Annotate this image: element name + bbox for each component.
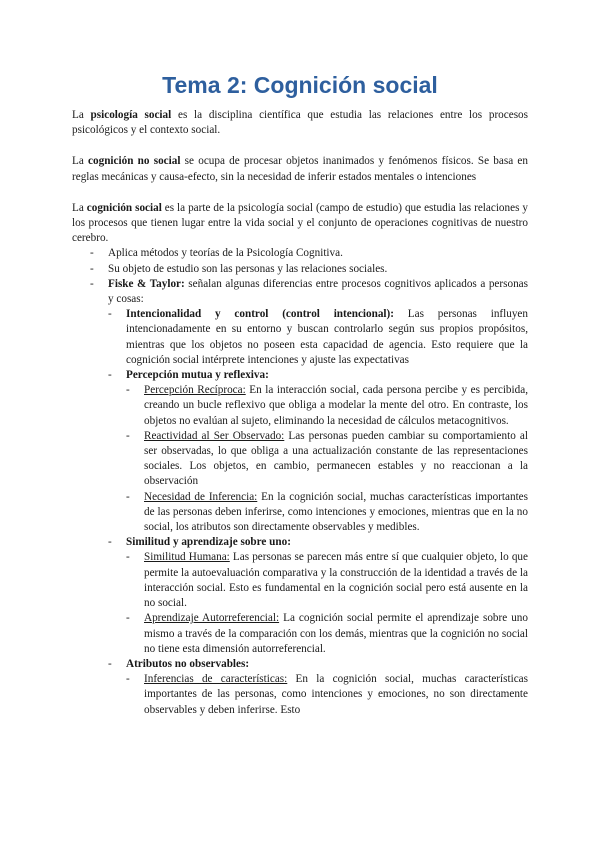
list-item-percepcion-mutua: - Percepción mutua y reflexiva: - Percepción Recíproca: En la interacción social, cada persona percibe y es percibida, creando un bucle reflexivo que obliga a modelar la mente del otro. En contraste, los objetos no evalúan al sujeto, eliminando la necesidad de cálculos metacognitivos. - Reactividad al Ser Observado: Las personas pueden cambiar su comportamiento al ser observadas, lo que obliga a una actualización constante de las representaciones sociales. Los objetos, en cambio, permanecen estables y no reaccionan a la observación - Necesidad de Inferencia: En la cognición social, muchas características importantes de las personas deben inferirse, como intenciones y emociones, mientras que en la no social, los atributos son directamente observables y medibles. bbox=[108, 368, 528, 535]
paragraph-psicologia-social: La psicología social es la disciplina científica que estudia las relaciones entre los procesos psicológicos y el contexto social. bbox=[72, 109, 528, 137]
list-item-fiske-taylor: - Fiske & Taylor: señalan algunas diferencias entre procesos cognitivos aplicados a personas y cosas: - Intencionalidad y control (control intencional): Las personas influyen intencionadamente en su entorno y buscan controlarlo según sus propios propósitos, mientras que los objetos no poseen esta capacidad de agencia. Esto requiere que la cognición social intérprete intenciones y ajuste las expectativas - Percepción mutua y reflexiva: - Percepción Recíproca: En la interacción social, cada persona percibe y es percibida, creando un bucle reflexivo que obliga a modelar la mente del otro. En contraste, los objetos no evalúan al sujeto, eliminando la necesidad de cálculos metacognitivos. - Reactividad al Ser Observado: Las personas pueden cambiar su comportamiento al ser observadas, lo que obliga a una actualización constante de las representaciones sociales. Los objetos, en cambio, permanecen estables y no reaccionan a la observación - Necesidad de Inferencia: En la cognición social, muchas características importantes de las personas deben inferirse, como intenciones y emociones, mientras que en la no social, los atributos son directamente observables y medibles. - Similitud y aprendizaje sobre uno: - Similitud Humana: Las personas se parecen más entre sí que cualquier objeto, lo que permite la autoevaluación comparativa y la construcción de la identidad a través de la interacción social. Esto es fundamental en la cognición social pero está ausente en la no social. - Aprendizaje Autorreferencial: La cognición social permite el aprendizaje sobre uno mismo a través de la comparación con los demás, mientras que la cognición no social no tiene esta dimensión autorreferencial. - Atributos no observables: - Inferencias de características: En la cognición social, muchas características importantes de las personas, como intenciones y emociones, no son directamente observables y deben inferirse. Esto bbox=[72, 277, 528, 718]
list-item-similitud: - Similitud y aprendizaje sobre uno: - Similitud Humana: Las personas se parecen más entre sí que cualquier objeto, lo que permite la autoevaluación comparativa y la construcción de la identidad a través de la interacción social. Esto es fundamental en la cognición social pero está ausente en la no social. - Aprendizaje Autorreferencial: La cognición social permite el aprendizaje sobre uno mismo a través de la comparación con los demás, mientras que la cognición no social no tiene esta dimensión autorreferencial. bbox=[108, 535, 528, 657]
sublist-percepcion bbox=[126, 383, 528, 535]
sublist-similitud bbox=[126, 550, 528, 656]
term-cognicion-no-social: cognición no social bbox=[88, 155, 181, 168]
list-item-atributos: - Atributos no observables: - Inferencias de características: En la cognición social, muchas características importantes de las personas, como intenciones y emociones, no son directamente observables y deben inferirse. Esto bbox=[108, 657, 528, 718]
list-item-intencionalidad: - Intencionalidad y control (control intencional): Las personas influyen intencionadamente en su entorno y buscan controlarlo según sus propios propósitos, mientras que los objetos no poseen esta capacidad de agencia. Esto requiere que la cognición social intérprete intenciones y ajuste las expectativas bbox=[108, 307, 528, 368]
list-item: - Reactividad al Ser Observado: Las personas pueden cambiar su comportamiento al ser observadas, lo que obliga a una actualización constante de las representaciones sociales. Los objetos, en cambio, permanecen estables y no reaccionan a la observación bbox=[126, 429, 528, 490]
list-item: - Inferencias de características: En la cognición social, muchas características importantes de las personas, como intenciones y emociones, no son directamente observables y deben inferirse. Esto bbox=[126, 672, 528, 718]
differences-list bbox=[108, 307, 528, 717]
list-item: - Necesidad de Inferencia: En la cognición social, muchas características importantes de las personas deben inferirse, como intenciones y emociones, mientras que en la no social, los atributos son directamente observables y medibles. bbox=[126, 490, 528, 536]
document-body bbox=[72, 108, 528, 718]
term-cognicion-social: cognición social bbox=[86, 201, 162, 214]
paragraph-cognicion-social: La cognición social es la parte de la psicología social (campo de estudio) que estudia las relaciones y los procesos que tienen lugar entre la vida social y el conjunto de operaciones cognitivas de nuestro cerebro. bbox=[72, 201, 528, 245]
paragraph-cognicion-no-social: La cognición no social se ocupa de procesar objetos inanimados y fenómenos físicos. Se basa en reglas mecánicas y causa-efecto, sin la necesidad de inferir estados mentales o intenciones bbox=[72, 155, 528, 183]
list-item: - Aprendizaje Autorreferencial: La cognición social permite el aprendizaje sobre uno mismo a través de la comparación con los demás, mientras que la cognición no social no tiene esta dimensión autorreferencial. bbox=[126, 611, 528, 657]
list-item: - Su objeto de estudio son las personas y las relaciones sociales. bbox=[72, 262, 528, 277]
list-item: - Similitud Humana: Las personas se parecen más entre sí que cualquier objeto, lo que permite la autoevaluación comparativa y la construcción de la identidad a través de la interacción social. Esto es fundamental en la cognición social pero está ausente en la no social. bbox=[126, 550, 528, 611]
sublist-atributos bbox=[126, 672, 528, 718]
term-psicologia-social: psicología social bbox=[90, 109, 172, 121]
list-item: - Aplica métodos y teorías de la Psicología Cognitiva. bbox=[72, 246, 528, 261]
main-bullet-list bbox=[72, 246, 528, 717]
page-title: Tema 2: Cognición social bbox=[162, 72, 438, 98]
list-item: - Percepción Recíproca: En la interacción social, cada persona percibe y es percibida, creando un bucle reflexivo que obliga a modelar la mente del otro. En contraste, los objetos no evalúan al sujeto, eliminando la necesidad de cálculos metacognitivos. bbox=[126, 383, 528, 429]
